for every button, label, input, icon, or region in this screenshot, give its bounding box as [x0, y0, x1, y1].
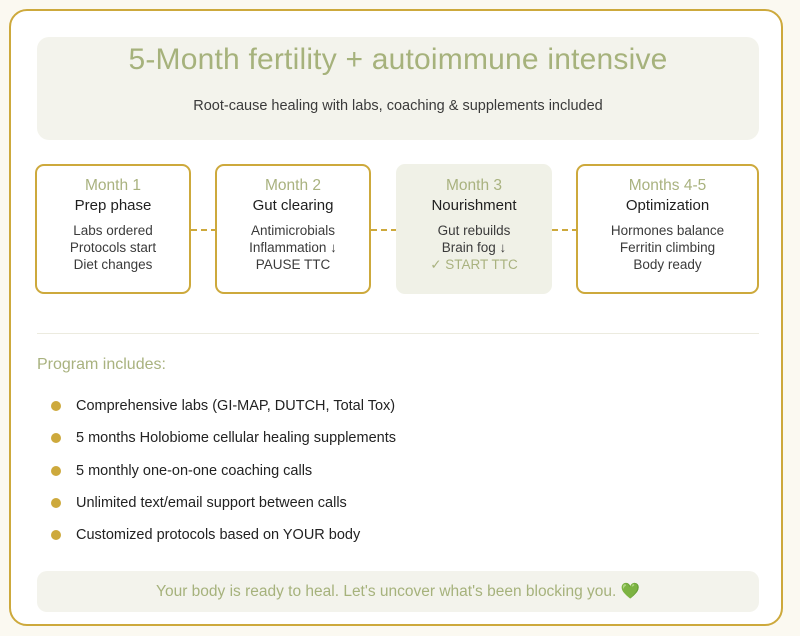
- program-title: 5-Month fertility + autoimmune intensive: [128, 43, 668, 76]
- phase-month-label: Month 3: [445, 177, 502, 194]
- phase-detail: Hormones balance: [610, 223, 725, 238]
- phase-month-label: Month 1: [84, 177, 141, 194]
- phase-month-label: Month 2: [264, 177, 321, 194]
- section-divider: [37, 333, 759, 334]
- bullet-dot-icon: [51, 466, 61, 476]
- list-item-text: 5 months Holobiome cellular healing supplements: [76, 430, 396, 447]
- includes-list: [51, 396, 396, 557]
- list-item: [51, 428, 396, 460]
- phase-detail-start-ttc: ✓ START TTC: [430, 257, 518, 272]
- phase-card-month-2: [215, 164, 371, 294]
- bullet-dot-icon: [51, 401, 61, 411]
- phase-detail: Ferritin climbing: [619, 240, 716, 255]
- phase-card-months-4-5: [576, 164, 759, 294]
- phase-name: Optimization: [625, 197, 710, 214]
- phase-detail: Diet changes: [73, 257, 153, 272]
- list-item: [51, 396, 396, 428]
- program-card: [9, 9, 783, 626]
- phase-connector: [371, 229, 397, 231]
- phase-detail: Protocols start: [69, 240, 157, 255]
- phase-month-label: Months 4-5: [628, 177, 707, 194]
- phase-name: Prep phase: [74, 197, 152, 214]
- list-item-text: Customized protocols based on YOUR body: [76, 527, 361, 544]
- includes-title: Program includes:: [37, 356, 166, 373]
- program-header: [37, 37, 759, 140]
- list-item-text: 5 monthly one-on-one coaching calls: [76, 462, 313, 479]
- program-subtitle: Root-cause healing with labs, coaching & supplements included: [193, 98, 603, 114]
- phase-detail: Labs ordered: [73, 223, 153, 238]
- closing-message-banner: [37, 571, 759, 612]
- list-item: [51, 493, 396, 525]
- closing-message: Your body is ready to heal. Let's uncover what's been blocking you. 💚: [156, 583, 640, 600]
- phase-name: Nourishment: [431, 197, 517, 214]
- list-item-text: Unlimited text/email support between calls: [76, 494, 347, 511]
- phase-detail: Brain fog ↓: [441, 240, 507, 255]
- phase-name: Gut clearing: [252, 197, 334, 214]
- list-item-text: Comprehensive labs (GI-MAP, DUTCH, Total Tox): [76, 398, 396, 414]
- phase-detail: Gut rebuilds: [437, 223, 511, 238]
- phase-card-month-1: [35, 164, 191, 294]
- phase-timeline: [35, 164, 761, 296]
- phase-connector: [191, 229, 217, 231]
- bullet-dot-icon: [51, 433, 61, 443]
- bullet-dot-icon: [51, 530, 61, 540]
- phase-detail: Inflammation ↓: [249, 240, 337, 255]
- phase-detail: PAUSE TTC: [255, 257, 331, 272]
- phase-connector: [552, 229, 578, 231]
- list-item: [51, 461, 396, 493]
- list-item: [51, 525, 396, 557]
- bullet-dot-icon: [51, 498, 61, 508]
- phase-detail: Body ready: [633, 257, 702, 272]
- phase-card-month-3: [396, 164, 552, 294]
- phase-detail: Antimicrobials: [250, 223, 336, 238]
